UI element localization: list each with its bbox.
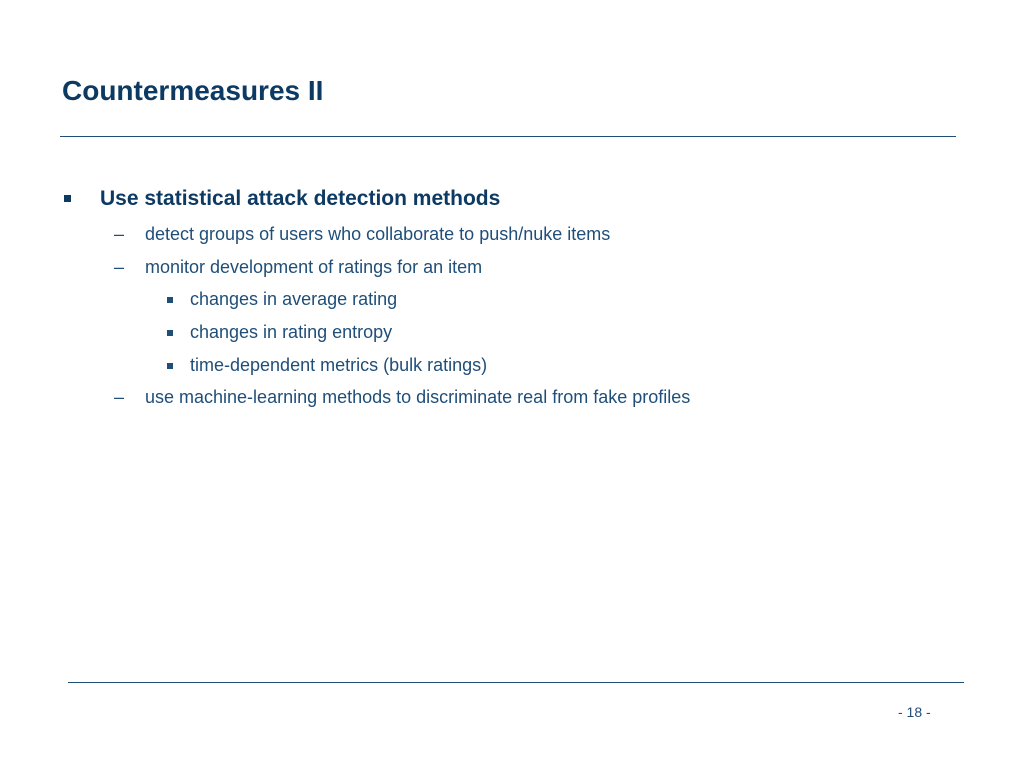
bullet-subsub-average-rating: changes in average rating [190, 289, 398, 309]
dash-bullet-icon: – [114, 257, 125, 277]
square-bullet-icon [167, 297, 173, 303]
square-bullet-icon [167, 330, 173, 336]
square-bullet-icon [64, 195, 71, 202]
title-divider [60, 136, 956, 137]
bullet-subsub-rating-entropy: changes in rating entropy [190, 322, 393, 342]
square-bullet-icon [167, 363, 173, 369]
bullet-sub-machine-learning: use machine-learning methods to discriminate real from fake profiles [145, 387, 691, 407]
slide-title: Countermeasures II [62, 75, 324, 106]
page-number: - 18 - [898, 704, 931, 720]
bullet-main: Use statistical attack detection methods [100, 187, 501, 210]
footer-divider [68, 682, 964, 683]
dash-bullet-icon: – [114, 224, 125, 244]
dash-bullet-icon: – [114, 387, 125, 407]
bullet-subsub-time-metrics: time-dependent metrics (bulk ratings) [190, 355, 488, 375]
bullet-sub-detect-groups: detect groups of users who collaborate to push/nuke items [145, 224, 611, 244]
bullet-sub-monitor-ratings: monitor development of ratings for an item [145, 257, 483, 277]
